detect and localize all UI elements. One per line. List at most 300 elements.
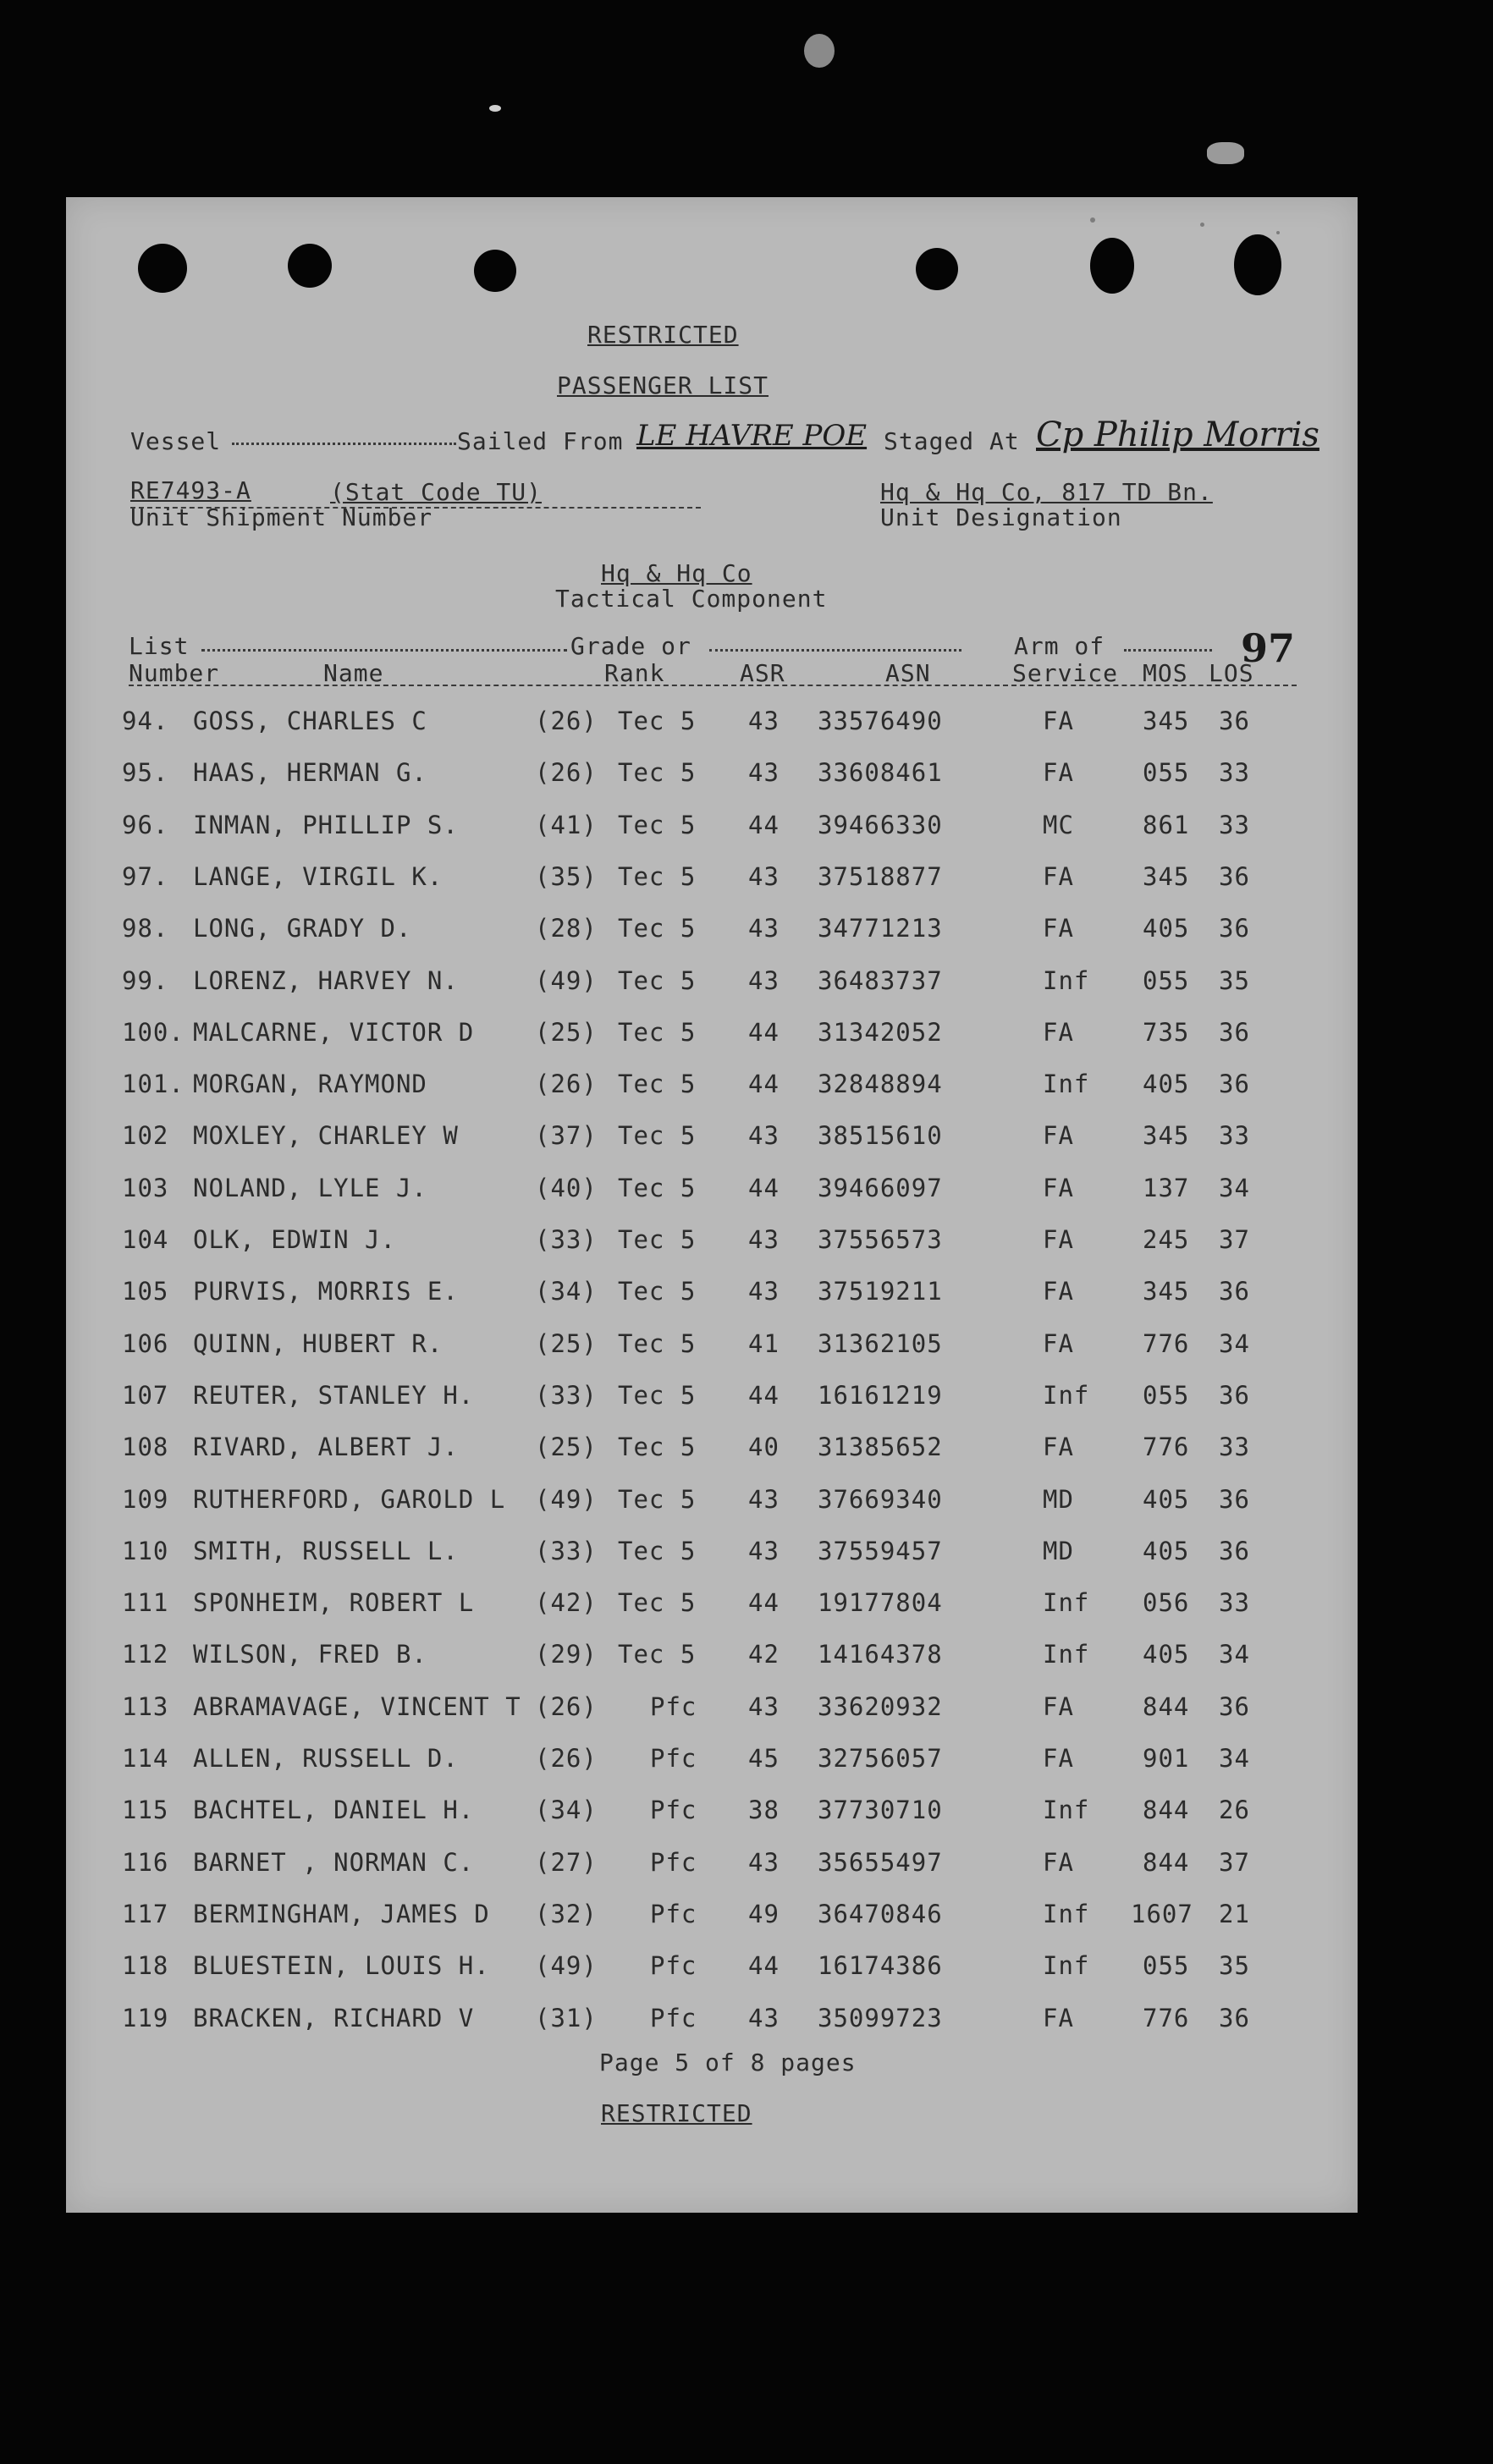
cell-name: MALCARNE, VICTOR D [193,1017,475,1047]
cell-grade: Pfc [650,1744,697,1773]
cell-los: 35 [1219,1951,1250,1981]
table-row [66,862,1358,913]
table-row [66,1433,1358,1483]
restricted-bottom: RESTRICTED [601,2099,752,2127]
cell-age: (26) [535,758,598,788]
cell-num: 99. [122,965,169,995]
cell-grade: Pfc [650,1899,697,1928]
cell-asr: 49 [748,1899,780,1928]
col-rank: Rank [604,659,665,687]
cell-asr: 45 [748,1744,780,1773]
cell-los: 34 [1219,1744,1250,1773]
cell-name: ABRAMAVAGE, VINCENT T [193,1691,521,1721]
cell-los: 36 [1219,1017,1250,1047]
cell-mos: 055 [1143,1380,1190,1410]
cell-arm: Inf [1043,1640,1090,1669]
cell-mos: 055 [1143,1951,1190,1981]
cell-age: (37) [535,1121,598,1151]
table-row [66,1640,1358,1691]
cell-num: 113 [122,1691,169,1721]
cell-name: QUINN, HUBERT R. [193,1328,443,1358]
cell-asn: 35099723 [818,2003,943,2032]
cell-num: 94. [122,707,169,735]
cell-arm: FA [1043,1277,1074,1306]
unit-designation: Hq & Hq Co, 817 TD Bn. [880,478,1213,506]
cell-mos: 1607 [1131,1899,1193,1928]
cell-age: (26) [535,1744,598,1773]
cell-age: (26) [535,1070,598,1099]
cell-num: 101. [122,1070,185,1099]
sailed-from-label: Sailed From [457,427,624,455]
cell-asr: 43 [748,1847,780,1877]
cell-asr: 42 [748,1640,780,1669]
cell-asr: 43 [748,914,780,943]
cell-mos: 405 [1143,1640,1190,1669]
cell-asn: 37556573 [818,1225,943,1254]
table-row [66,1900,1358,1950]
cell-grade: Pfc [650,2003,697,2032]
table-row [66,1225,1358,1276]
cell-name: NOLAND, LYLE J. [193,1173,427,1202]
cell-asn: 32756057 [818,1744,943,1773]
cell-name: LONG, GRADY D. [193,914,412,943]
cell-los: 36 [1219,1380,1250,1410]
cell-num: 97. [122,861,169,891]
cell-arm: Inf [1043,1380,1090,1410]
cell-los: 37 [1219,1847,1250,1877]
cell-los: 33 [1219,758,1250,788]
cell-asn: 39466097 [818,1173,943,1202]
cell-age: (49) [535,1484,598,1514]
cell-los: 33 [1219,1588,1250,1618]
cell-asn: 32848894 [818,1070,943,1099]
cell-asr: 38 [748,1796,780,1825]
cell-asn: 19177804 [818,1588,943,1618]
cell-mos: 345 [1143,1277,1190,1306]
table-row [66,1485,1358,1536]
cell-name: MORGAN, RAYMOND [193,1070,427,1099]
cell-asr: 43 [748,1277,780,1306]
cell-mos: 901 [1143,1744,1190,1773]
cell-age: (25) [535,1433,598,1462]
cell-grade: Tec 5 [618,1484,697,1514]
cell-num: 95. [122,758,169,788]
cell-name: SPONHEIM, ROBERT L [193,1588,475,1618]
cell-asn: 37730710 [818,1796,943,1825]
cell-asn: 37669340 [818,1484,943,1514]
cell-mos: 245 [1143,1225,1190,1254]
cell-mos: 776 [1143,2003,1190,2032]
cell-asr: 44 [748,810,780,839]
cell-arm: Inf [1043,1951,1090,1981]
cell-age: (32) [535,1899,598,1928]
table-row [66,1329,1358,1380]
document-title: PASSENGER LIST [557,371,769,399]
cell-mos: 405 [1143,914,1190,943]
cell-los: 36 [1219,861,1250,891]
cell-num: 107 [122,1380,169,1410]
cell-arm: FA [1043,914,1074,943]
cell-arm: FA [1043,1173,1074,1202]
film-speck [489,105,501,112]
punch-hole-2 [288,244,332,288]
paper-speck [1276,231,1280,234]
cell-age: (49) [535,1951,598,1981]
col-mos: MOS [1143,659,1188,687]
cell-asn: 33576490 [818,707,943,735]
cell-arm: FA [1043,1433,1074,1462]
cell-mos: 345 [1143,1121,1190,1151]
document-page [66,197,1358,2213]
cell-asn: 34771213 [818,914,943,943]
punch-hole-3 [474,250,516,292]
table-row [66,1692,1358,1743]
cell-grade: Pfc [650,1691,697,1721]
cell-num: 105 [122,1277,169,1306]
cell-los: 36 [1219,2003,1250,2032]
table-row [66,2004,1358,2054]
cell-name: WILSON, FRED B. [193,1640,427,1669]
table-row [66,1951,1358,2002]
cell-name: REUTER, STANLEY H. [193,1380,475,1410]
cell-los: 34 [1219,1640,1250,1669]
cell-mos: 345 [1143,707,1190,735]
cell-asr: 43 [748,1225,780,1254]
cell-num: 102 [122,1121,169,1151]
cell-grade: Tec 5 [618,1173,697,1202]
cell-num: 111 [122,1588,169,1618]
cell-arm: FA [1043,1225,1074,1254]
cell-asr: 44 [748,1588,780,1618]
cell-grade: Tec 5 [618,861,697,891]
cell-mos: 844 [1143,1847,1190,1877]
table-row [66,811,1358,861]
cell-los: 33 [1219,1433,1250,1462]
cell-asn: 31385652 [818,1433,943,1462]
cell-age: (31) [535,2003,598,2032]
cell-age: (34) [535,1796,598,1825]
cell-arm: Inf [1043,1899,1090,1928]
table-row [66,1277,1358,1328]
column-header-rule [129,685,1297,686]
cell-arm: Inf [1043,1070,1090,1099]
cell-age: (35) [535,861,598,891]
cell-arm: MC [1043,810,1074,839]
paper-speck [1200,223,1204,227]
cell-mos: 055 [1143,758,1190,788]
cell-grade: Pfc [650,1847,697,1877]
cell-grade: Tec 5 [618,1536,697,1565]
tactical-component-label: Tactical Component [555,585,828,613]
cell-name: RIVARD, ALBERT J. [193,1433,459,1462]
cell-name: BERMINGHAM, JAMES D [193,1899,490,1928]
col-los: LOS [1209,659,1254,687]
cell-asn: 38515610 [818,1121,943,1151]
cell-age: (33) [535,1225,598,1254]
page-stamp-number: 97 [1241,625,1296,671]
cell-arm: FA [1043,1691,1074,1721]
col-header-dots-2 [709,649,961,652]
table-row [66,1381,1358,1432]
cell-mos: 776 [1143,1433,1190,1462]
table-row [66,1121,1358,1172]
cell-name: LANGE, VIRGIL K. [193,861,443,891]
cell-grade: Tec 5 [618,810,697,839]
cell-grade: Tec 5 [618,1380,697,1410]
cell-name: PURVIS, MORRIS E. [193,1277,459,1306]
cell-asr: 44 [748,1017,780,1047]
cell-name: INMAN, PHILLIP S. [193,810,459,839]
cell-los: 34 [1219,1173,1250,1202]
cell-asn: 16161219 [818,1380,943,1410]
cell-asn: 37519211 [818,1277,943,1306]
cell-asr: 43 [748,1121,780,1151]
cell-age: (28) [535,914,598,943]
table-row [66,1174,1358,1224]
cell-age: (26) [535,707,598,735]
punch-hole-4 [916,248,958,290]
cell-age: (33) [535,1536,598,1565]
punch-hole-5 [1090,238,1134,294]
cell-asr: 43 [748,1536,780,1565]
table-row [66,1588,1358,1639]
cell-num: 109 [122,1484,169,1514]
cell-asn: 31362105 [818,1328,943,1358]
table-row [66,966,1358,1017]
cell-age: (33) [535,1380,598,1410]
vessel-blank [232,443,456,445]
cell-grade: Tec 5 [618,1328,697,1358]
cell-asn: 36483737 [818,965,943,995]
cell-mos: 405 [1143,1484,1190,1514]
cell-los: 34 [1219,1328,1250,1358]
cell-grade: Tec 5 [618,1070,697,1099]
cell-asn: 37518877 [818,861,943,891]
cell-los: 33 [1219,810,1250,839]
cell-arm: FA [1043,758,1074,788]
cell-asn: 14164378 [818,1640,943,1669]
col-asn: ASN [885,659,931,687]
cell-asr: 43 [748,707,780,735]
cell-los: 36 [1219,1536,1250,1565]
cell-asn: 36470846 [818,1899,943,1928]
cell-age: (29) [535,1640,598,1669]
cell-asr: 41 [748,1328,780,1358]
cell-name: BLUESTEIN, LOUIS H. [193,1951,490,1981]
cell-asr: 43 [748,1484,780,1514]
cell-age: (27) [535,1847,598,1877]
cell-grade: Tec 5 [618,1588,697,1618]
table-row [66,1070,1358,1120]
punch-hole-6 [1234,234,1281,295]
cell-grade: Tec 5 [618,758,697,788]
cell-los: 36 [1219,1691,1250,1721]
staged-at-label: Staged At [884,427,1020,455]
cell-num: 103 [122,1173,169,1202]
cell-grade: Tec 5 [618,1121,697,1151]
film-speck [1207,142,1244,164]
cell-num: 114 [122,1744,169,1773]
cell-asr: 44 [748,1380,780,1410]
cell-los: 36 [1219,1277,1250,1306]
cell-name: LORENZ, HARVEY N. [193,965,459,995]
cell-age: (34) [535,1277,598,1306]
cell-arm: Inf [1043,965,1090,995]
cell-arm: FA [1043,1744,1074,1773]
cell-arm: FA [1043,1847,1074,1877]
cell-name: ALLEN, RUSSELL D. [193,1744,459,1773]
cell-asr: 44 [748,1070,780,1099]
cell-arm: MD [1043,1484,1074,1514]
col-number: Number [129,659,220,687]
table-row [66,707,1358,757]
cell-asr: 43 [748,861,780,891]
tactical-component: Hq & Hq Co [601,559,752,587]
cell-asn: 33608461 [818,758,943,788]
cell-los: 26 [1219,1796,1250,1825]
cell-age: (25) [535,1017,598,1047]
table-row [66,914,1358,965]
cell-asn: 31342052 [818,1017,943,1047]
cell-grade: Tec 5 [618,914,697,943]
cell-grade: Pfc [650,1796,697,1825]
cell-arm: FA [1043,1328,1074,1358]
cell-mos: 844 [1143,1691,1190,1721]
cell-age: (40) [535,1173,598,1202]
cell-age: (25) [535,1328,598,1358]
cell-arm: FA [1043,2003,1074,2032]
cell-num: 96. [122,810,169,839]
col-arm: Arm of [1014,632,1105,660]
cell-name: BRACKEN, RICHARD V [193,2003,475,2032]
col-list: List [129,632,190,660]
col-grade: Grade or [570,632,691,660]
page-info: Page 5 of 8 pages [599,2049,857,2076]
cell-los: 21 [1219,1899,1250,1928]
cell-num: 115 [122,1796,169,1825]
cell-arm: FA [1043,1017,1074,1047]
cell-los: 35 [1219,965,1250,995]
cell-arm: FA [1043,861,1074,891]
shipment-label: Unit Shipment Number [130,503,433,531]
cell-name: BACHTEL, DANIEL H. [193,1796,475,1825]
cell-num: 104 [122,1225,169,1254]
col-header-dots-3 [1124,649,1212,652]
cell-mos: 056 [1143,1588,1190,1618]
cell-num: 118 [122,1951,169,1981]
cell-asr: 43 [748,965,780,995]
col-header-dots-1 [201,649,567,652]
cell-arm: FA [1043,707,1074,735]
cell-asn: 16174386 [818,1951,943,1981]
cell-grade: Tec 5 [618,1277,697,1306]
cell-name: RUTHERFORD, GAROLD L [193,1484,506,1514]
restricted-top: RESTRICTED [587,321,739,349]
col-name: Name [323,659,384,687]
cell-mos: 055 [1143,965,1190,995]
cell-asr: 43 [748,758,780,788]
cell-mos: 861 [1143,810,1190,839]
cell-num: 116 [122,1847,169,1877]
cell-num: 98. [122,914,169,943]
cell-arm: FA [1043,1121,1074,1151]
cell-asr: 43 [748,1691,780,1721]
cell-asr: 43 [748,2003,780,2032]
cell-num: 110 [122,1536,169,1565]
shipment-number: RE7493-A [130,476,251,504]
cell-los: 36 [1219,1070,1250,1099]
cell-grade: Tec 5 [618,1640,697,1669]
staged-at-value: Cp Philip Morris [1036,415,1319,454]
cell-asr: 40 [748,1433,780,1462]
cell-age: (49) [535,965,598,995]
cell-grade: Tec 5 [618,1433,697,1462]
cell-grade: Tec 5 [618,1225,697,1254]
punch-hole-1 [138,244,187,293]
cell-mos: 405 [1143,1070,1190,1099]
sailed-from-value: LE HAVRE POE [636,419,868,453]
cell-name: BARNET , NORMAN C. [193,1847,475,1877]
cell-age: (26) [535,1691,598,1721]
cell-asr: 44 [748,1173,780,1202]
cell-mos: 345 [1143,861,1190,891]
cell-num: 112 [122,1640,169,1669]
cell-age: (41) [535,810,598,839]
cell-mos: 405 [1143,1536,1190,1565]
cell-grade: Tec 5 [618,707,697,735]
unit-designation-label: Unit Designation [880,503,1122,531]
cell-arm: Inf [1043,1796,1090,1825]
cell-name: OLK, EDWIN J. [193,1225,396,1254]
cell-mos: 735 [1143,1017,1190,1047]
cell-mos: 776 [1143,1328,1190,1358]
cell-num: 117 [122,1899,169,1928]
cell-grade: Pfc [650,1951,697,1981]
table-row [66,1796,1358,1846]
cell-asn: 37559457 [818,1536,943,1565]
table-row [66,758,1358,809]
cell-arm: Inf [1043,1588,1090,1618]
cell-name: MOXLEY, CHARLEY W [193,1121,459,1151]
cell-mos: 844 [1143,1796,1190,1825]
cell-num: 108 [122,1433,169,1462]
cell-asn: 33620932 [818,1691,943,1721]
table-row [66,1744,1358,1795]
cell-num: 100. [122,1017,185,1047]
paper-speck [1090,217,1095,223]
cell-arm: MD [1043,1536,1074,1565]
cell-grade: Tec 5 [618,965,697,995]
cell-los: 36 [1219,1484,1250,1514]
table-row [66,1537,1358,1587]
cell-name: GOSS, CHARLES C [193,707,427,735]
col-asr: ASR [740,659,785,687]
cell-num: 119 [122,2003,169,2032]
cell-name: SMITH, RUSSELL L. [193,1536,459,1565]
stat-code: (Stat Code TU) [330,478,543,506]
cell-asr: 44 [748,1951,780,1981]
vessel-label: Vessel [130,427,222,455]
cell-mos: 137 [1143,1173,1190,1202]
table-row [66,1848,1358,1899]
cell-los: 33 [1219,1121,1250,1151]
cell-name: HAAS, HERMAN G. [193,758,427,788]
cell-grade: Tec 5 [618,1017,697,1047]
cell-num: 106 [122,1328,169,1358]
cell-asn: 39466330 [818,810,943,839]
cell-asn: 35655497 [818,1847,943,1877]
cell-los: 36 [1219,914,1250,943]
